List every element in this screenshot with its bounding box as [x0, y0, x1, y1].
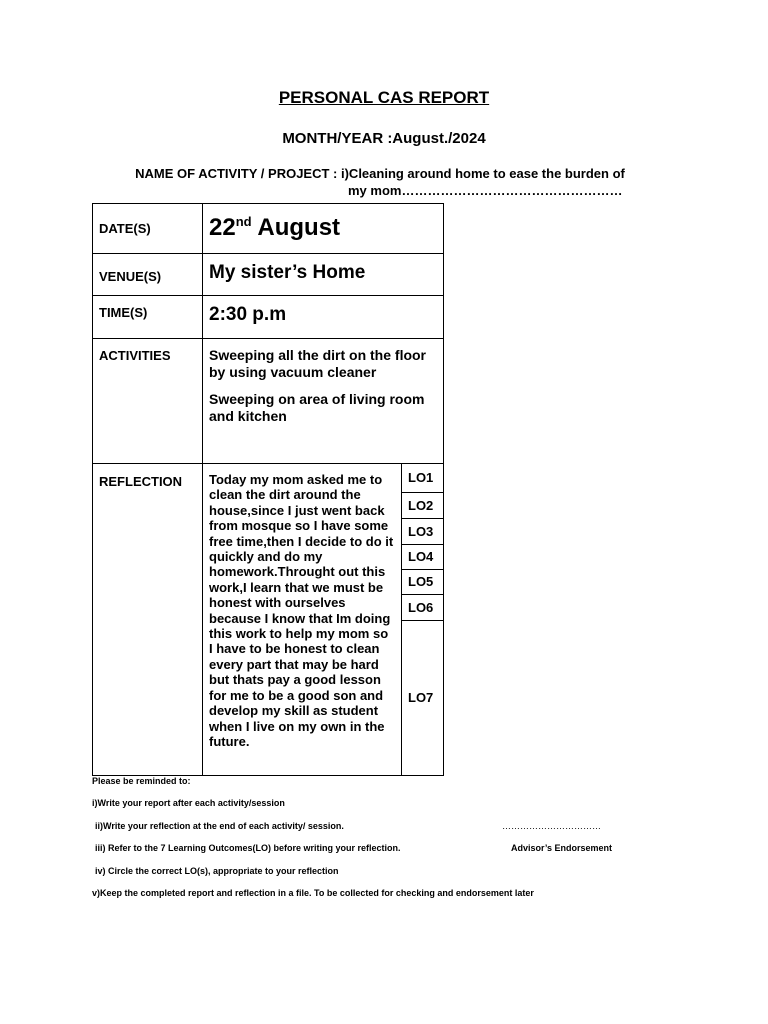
time-value: 2:30 p.m: [203, 296, 444, 339]
venue-label: VENUE(S): [93, 254, 203, 296]
date-day: 22: [209, 214, 236, 241]
date-value: [203, 204, 444, 254]
activity-item: Sweeping all the dirt on the floor by using vacuum cleaner: [209, 347, 427, 380]
lo-item[interactable]: LO7: [408, 689, 434, 705]
activity-name: [110, 165, 650, 199]
signature-line: ……………………………: [502, 821, 601, 831]
advisor-endorsement: Advisor’s Endorsement: [511, 843, 613, 853]
lo-item[interactable]: LO1: [402, 464, 443, 492]
time-label: TIME(S): [93, 296, 203, 339]
venue-value: My sister’s Home: [203, 254, 444, 296]
learning-outcomes: [402, 464, 444, 776]
lo-item[interactable]: LO2: [402, 492, 443, 518]
lo-item[interactable]: LO6: [402, 594, 443, 620]
activities-label: ACTIVITIES: [93, 339, 203, 464]
lo-item[interactable]: LO4: [402, 544, 443, 569]
note-item: v)Keep the completed report and reflection in a file. To be collected for checking and endorsement later: [92, 888, 534, 898]
note-item: iv) Circle the correct LO(s), appropriate to your reflection: [95, 866, 339, 876]
reflection-label: REFLECTION: [93, 464, 203, 776]
note-item: i)Write your report after each activity/session: [92, 798, 285, 808]
lo-item[interactable]: LO3: [402, 518, 443, 544]
reflection-text: Today my mom asked me to clean the dirt around the house,since I just went back from mosque so I have some free time,then I decide to do it quickly and do my homework.Throught out this work,I learn that we must be honest with ourselves because I know that Im doing this work to help my mom so I have to be honest to clean every part that may be hard but thats pay a good lesson for me to be a good son and develop my skill as student when I live on my own in the future.: [203, 464, 402, 776]
report-table: [92, 203, 444, 776]
activity-name-line2: my mom……………………………………………: [348, 183, 623, 198]
date-label: DATE(S): [93, 204, 203, 254]
activities-value: [203, 339, 444, 464]
date-suffix: nd: [235, 214, 252, 229]
reminder-heading: Please be reminded to:: [92, 776, 191, 786]
lo-item[interactable]: LO5: [402, 569, 443, 594]
month-year: MONTH/YEAR :August./2024: [282, 130, 486, 147]
note-item: iii) Refer to the 7 Learning Outcomes(LO) before writing your reflection.: [95, 843, 401, 853]
report-title: PERSONAL CAS REPORT: [278, 88, 490, 107]
note-item: ii)Write your reflection at the end of each activity/ session.: [95, 821, 344, 831]
activity-item: Sweeping on area of living room and kitchen: [209, 391, 425, 424]
activity-name-line1: NAME OF ACTIVITY / PROJECT : i)Cleaning around home to ease the burden of: [135, 166, 625, 181]
date-month: August: [257, 214, 341, 241]
lo-list: [402, 464, 443, 774]
